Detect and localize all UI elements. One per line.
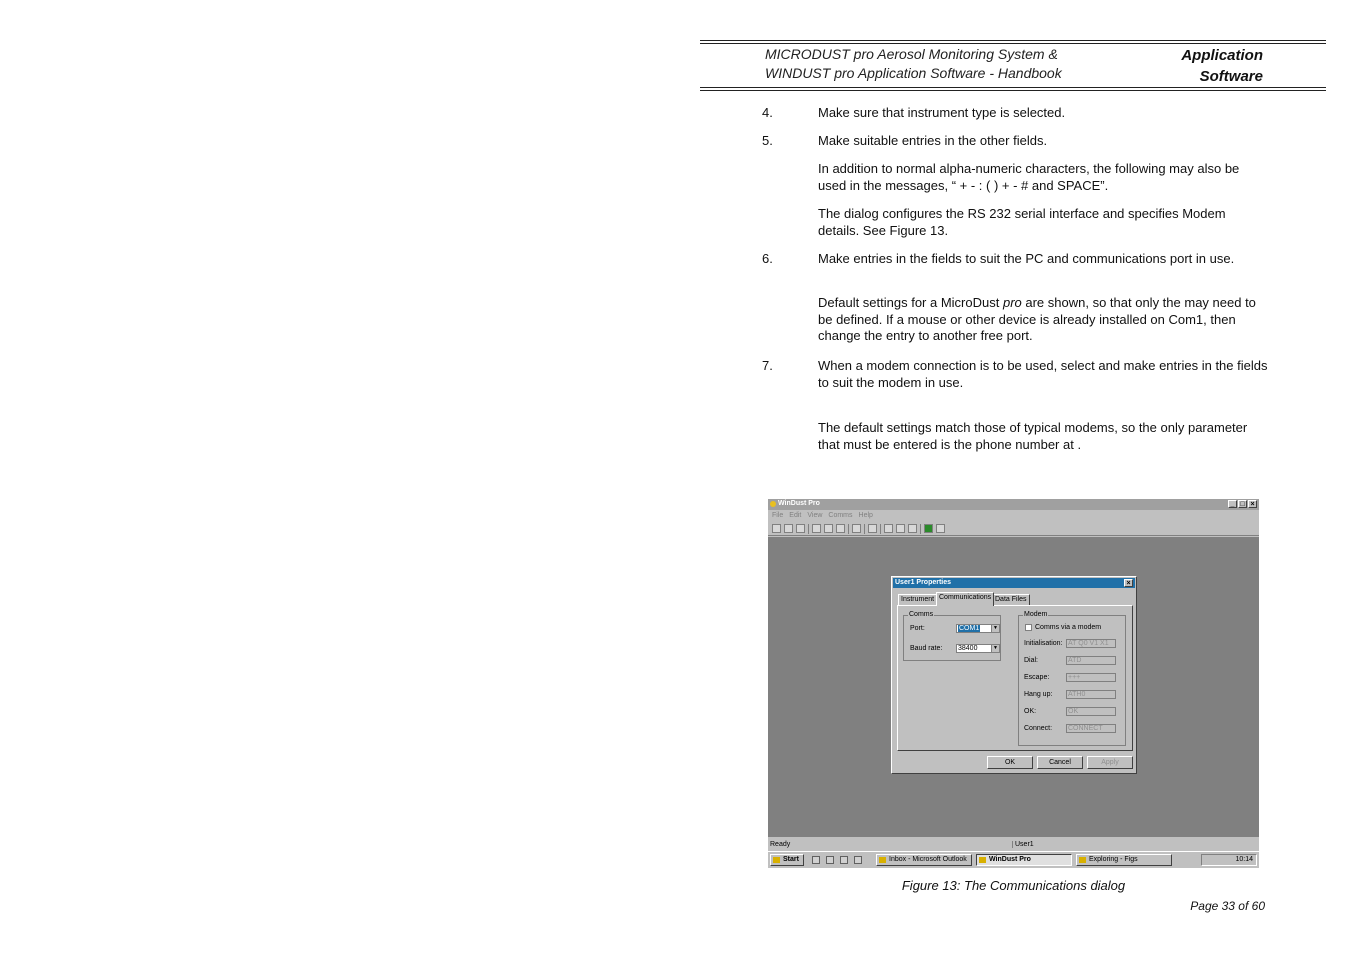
start-button[interactable] [770,854,804,866]
port-select[interactable] [956,624,1000,633]
windows-logo-icon [773,857,780,863]
status-user: User1 [1012,841,1034,848]
menu-comms[interactable]: Comms [828,512,853,519]
baud-rate-select[interactable] [956,644,1000,653]
app-title: WinDust Pro [778,500,820,507]
save-icon[interactable] [824,524,833,533]
dialog-titlebar [893,578,1135,588]
ok-button[interactable]: OK [987,756,1033,769]
properties-dialog [891,576,1137,774]
menu-help[interactable]: Help [858,512,873,519]
ok-field[interactable]: OK [1066,707,1116,716]
dialog-title: User1 Properties [895,579,952,586]
ok-label: OK: [1024,708,1037,715]
figure-caption: Figure 13: The Communications dialog [901,878,1126,893]
escape-label: Escape: [1024,674,1050,681]
quick-launch-icon[interactable] [840,856,848,864]
connect-label: Connect: [1024,725,1053,732]
window-buttons [1228,500,1257,508]
status-bar [768,839,1259,850]
dial-label: Dial: [1024,657,1039,664]
note-text: Default settings for a MicroDust [818,295,1003,310]
start-label: Start [783,856,799,863]
quick-launch-icon[interactable] [812,856,820,864]
port-label: Port: [910,625,925,632]
baud-rate-value: 38400 [958,645,978,652]
help-icon[interactable] [936,524,945,533]
app-icon [979,857,986,863]
toolbar-separator [848,524,849,534]
note-paragraph: In addition to normal alpha-numeric characters, the following may also be used in the messages, “ + - : ( ) + - # and SPACE”. [818,161,1240,193]
header-rule-top-1 [700,40,1326,41]
properties-icon[interactable] [868,524,877,533]
apply-button[interactable]: Apply [1087,756,1133,769]
header-section-line-2: Software [1199,68,1263,85]
maximize-icon[interactable]: □ [1238,500,1247,508]
hang-up-field[interactable]: ATH0 [1066,690,1116,699]
toolbar-separator [920,524,921,534]
taskbar-task-exploring[interactable] [1076,854,1172,866]
header-rule-bottom-2 [700,90,1326,91]
tab-data-files[interactable]: Data Files [992,594,1030,605]
page-number: Page 33 of 60 [1190,899,1265,913]
step-number: 6. [762,251,773,266]
modem-checkbox[interactable] [1025,624,1032,631]
dial-field[interactable]: ATD [1066,656,1116,665]
toolbar-separator [808,524,809,534]
print-icon[interactable] [836,524,845,533]
close-icon[interactable]: × [1124,579,1133,587]
header-line-2: WINDUST pro Application Software - Handbook [765,65,1062,81]
note-paragraph: The dialog configures the RS 232 serial interface and specifies Modem details. See Figure 13. [818,206,1226,238]
screenshot-figure [768,499,1259,868]
step-number: 4. [762,105,773,120]
folder-icon [1079,857,1086,863]
taskbar [768,851,1259,868]
outlook-icon [879,857,886,863]
note-italic: pro [1002,295,1022,310]
header-section [1181,45,1263,87]
step-text: When a modem connection is to be used, select and make entries in the fields to suit the modem in use. [818,358,1268,390]
connect-field[interactable]: CONNECT [1066,724,1116,733]
app-icon [770,501,776,507]
chevron-down-icon[interactable]: ▼ [991,645,999,652]
minimize-icon[interactable]: _ [1228,500,1237,508]
blank-icon[interactable] [884,524,893,533]
note-text: are shown, so that only the may need to be defined. If a mouse or other device is already installed on Com1, then change the entry to another free port. [818,295,1256,343]
tab-panel [897,605,1133,751]
menu-bar [768,510,1259,521]
quick-launch-icon[interactable] [826,856,834,864]
toolbar-separator [864,524,865,534]
header-section-line-1: Application [1181,47,1263,64]
comms-group-label: Comms [909,611,934,618]
note-paragraph [818,295,1268,345]
task-label: WinDust Pro [989,856,1031,863]
taskbar-task-outlook[interactable] [876,854,972,866]
system-tray [1201,854,1257,866]
task-label: Inbox - Microsoft Outlook [889,856,967,863]
disconnect-icon[interactable] [796,524,805,533]
chevron-down-icon[interactable]: ▼ [991,625,999,632]
copy-icon[interactable] [852,524,861,533]
menu-edit[interactable]: Edit [789,512,802,519]
header-title [765,45,1062,83]
open-icon[interactable] [812,524,821,533]
step-number: 5. [762,133,773,148]
app-titlebar [768,499,1259,510]
header-rule-bottom-1 [700,87,1326,88]
connect-all-icon[interactable] [784,524,793,533]
tab-communications[interactable]: Communications [936,592,994,606]
step-text: Make entries in the fields to suit the PC and communications port in use. [818,251,1235,266]
port-value: COM1 [959,625,980,632]
taskbar-task-windust[interactable] [976,854,1072,866]
escape-field[interactable]: +++ [1066,673,1116,682]
modem-checkbox-label: Comms via a modem [1035,624,1102,631]
modem-group-label: Modem [1024,611,1048,618]
connect-icon[interactable] [772,524,781,533]
menu-view[interactable]: View [807,512,823,519]
step-number: 7. [762,358,773,373]
quick-launch-icon[interactable] [854,856,862,864]
header-rule-top-2 [700,43,1326,44]
clock: 10:14 [1235,856,1253,863]
hang-up-label: Hang up: [1024,691,1053,698]
toolbar-separator [880,524,881,534]
task-label: Exploring - Figs [1089,856,1138,863]
note-paragraph: The default settings match those of typical modems, so the only parameter that must be entered is the phone number at . [818,420,1248,452]
header-line-1: MICRODUST pro Aerosol Monitoring System & [765,46,1058,62]
tab-instrument[interactable]: Instrument [898,594,937,605]
initialisation-label: Initialisation: [1024,640,1063,647]
menu-file[interactable]: File [772,512,784,519]
block-icon[interactable] [908,524,917,533]
initialisation-field[interactable]: AT Q0 V1 X1 [1066,639,1116,648]
status-text: Ready [770,841,791,848]
baud-rate-label: Baud rate: [910,645,943,652]
cancel-button[interactable]: Cancel [1037,756,1083,769]
graph-icon[interactable] [924,524,933,533]
close-icon[interactable]: × [1248,500,1257,508]
step-text: Make sure that instrument type is selected. [818,105,1066,120]
toolbar [768,522,1259,536]
grid-icon[interactable] [896,524,905,533]
comms-group [903,611,1001,661]
modem-group [1018,611,1126,746]
step-text: Make suitable entries in the other fields. [818,133,1048,148]
